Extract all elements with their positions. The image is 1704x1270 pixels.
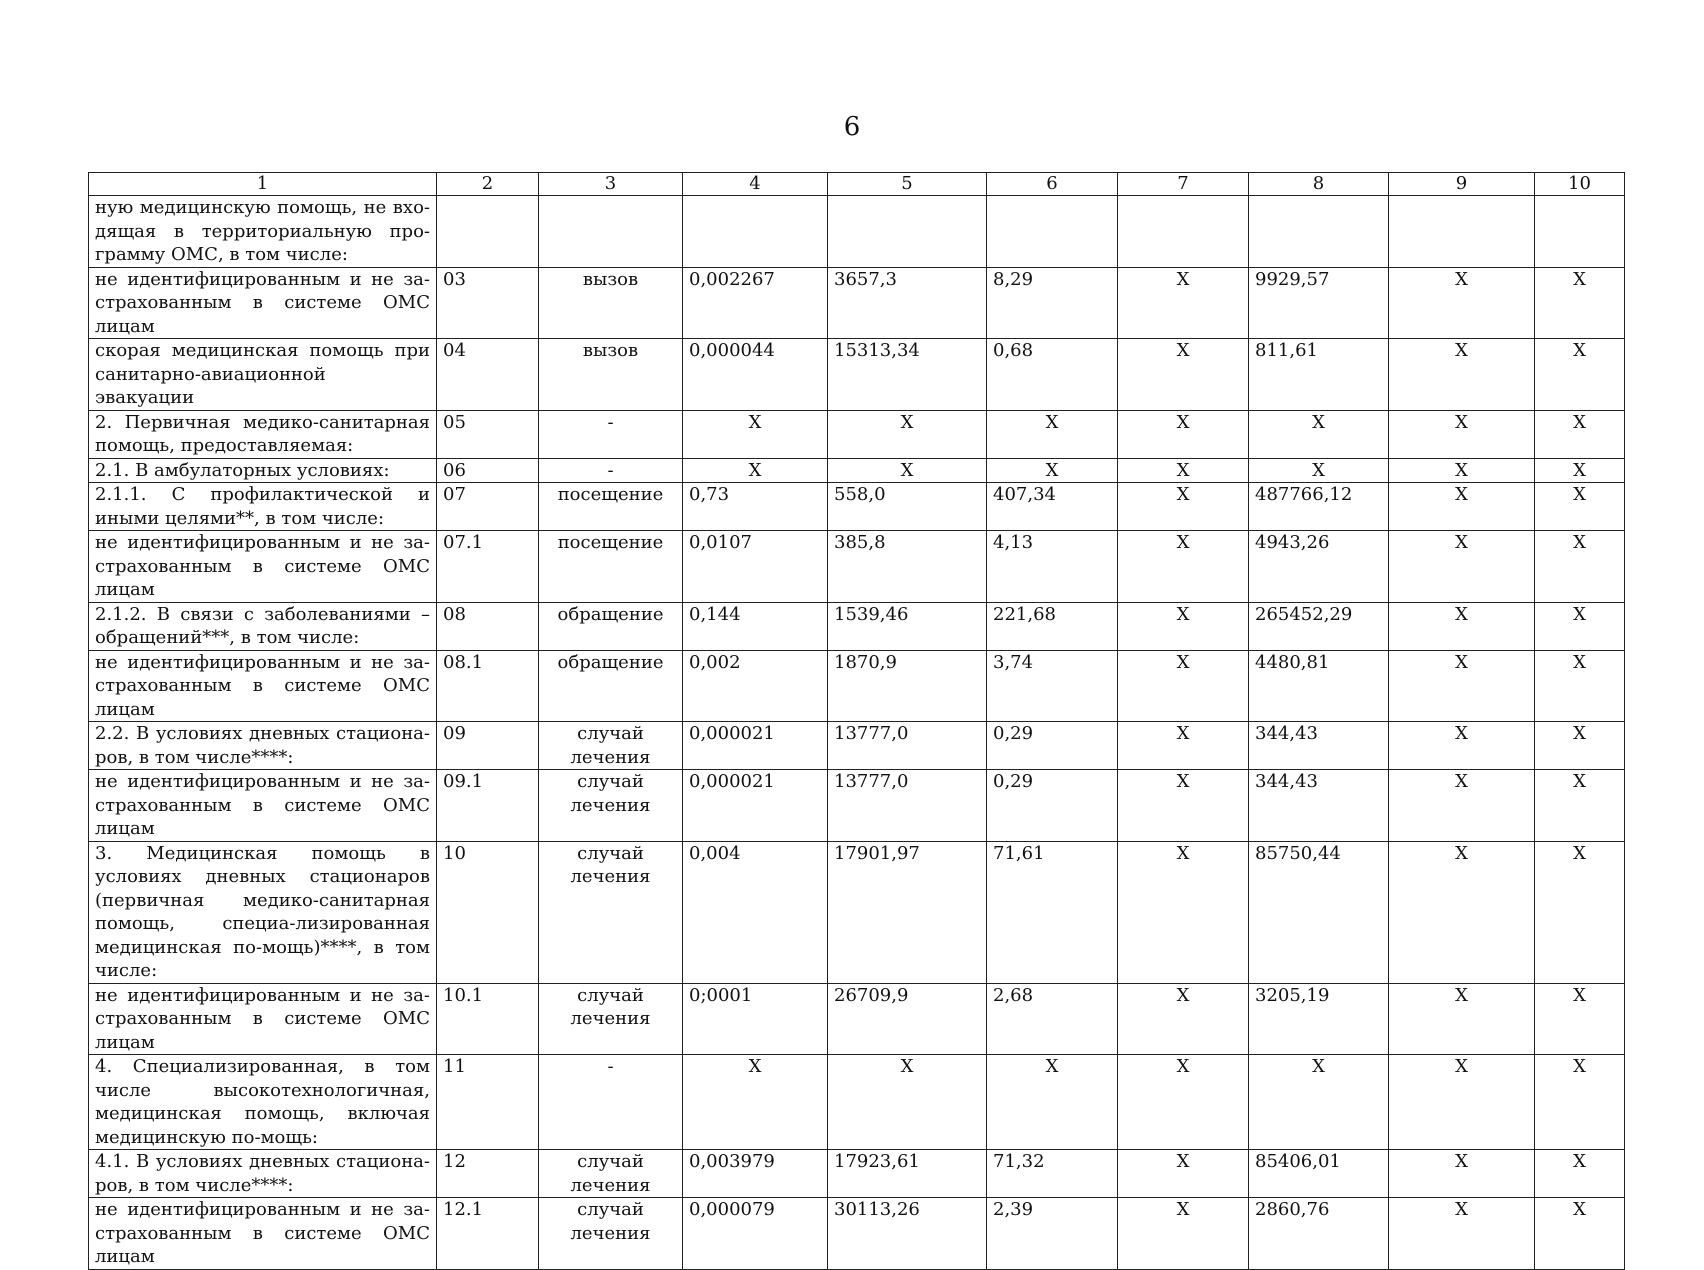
table-cell-col-4: 0,73 — [683, 483, 828, 531]
table-cell-col-8: 4480,81 — [1249, 650, 1389, 722]
table-cell-col-8: 4943,26 — [1249, 531, 1389, 603]
table-cell-col-10: Х — [1535, 410, 1625, 458]
table-cell-col-9: Х — [1389, 267, 1535, 339]
table-cell-col-8 — [1249, 196, 1389, 268]
table-cell-col-9: Х — [1389, 531, 1535, 603]
table-cell-col-8: 344,43 — [1249, 770, 1389, 842]
table-cell-col-3: - — [539, 458, 683, 483]
table-cell-col-2: 07.1 — [437, 531, 539, 603]
table-cell-col-7 — [1118, 196, 1249, 268]
table-row — [89, 770, 1625, 842]
column-header: 5 — [828, 173, 987, 196]
table-cell-col-7: Х — [1118, 602, 1249, 650]
table-cell-col-1: скорая медицинская помощь при санитарно-авиационной эвакуации — [89, 339, 437, 411]
table-cell-col-4: 0,000021 — [683, 722, 828, 770]
table-cell-col-6: 407,34 — [987, 483, 1118, 531]
table-header-row — [89, 173, 1625, 196]
table-cell-col-1: не идентифицированным и не за-страхованным в системе ОМС лицам — [89, 770, 437, 842]
table-cell-col-8: 2860,76 — [1249, 1198, 1389, 1270]
table-cell-col-2: 09.1 — [437, 770, 539, 842]
table-cell-col-1: 3. Медицинская помощь в условиях дневных стационаров (первичная медико-санитарная помощь, специа-лизированная медицинская по-мощь)****, в том числе: — [89, 841, 437, 983]
table-cell-col-9: Х — [1389, 458, 1535, 483]
table-cell-col-4: 0,144 — [683, 602, 828, 650]
table-cell-col-2: 08.1 — [437, 650, 539, 722]
column-header: 7 — [1118, 173, 1249, 196]
table-cell-col-3: обращение — [539, 650, 683, 722]
table-cell-col-2: 08 — [437, 602, 539, 650]
table-cell-col-9: Х — [1389, 1198, 1535, 1270]
table-cell-col-4: 0,004 — [683, 841, 828, 983]
table-cell-col-5: 26709,9 — [828, 983, 987, 1055]
table-cell-col-7: Х — [1118, 410, 1249, 458]
table-cell-col-2: 03 — [437, 267, 539, 339]
table-cell-col-5: 13777,0 — [828, 770, 987, 842]
table-cell-col-7: Х — [1118, 770, 1249, 842]
table-cell-col-6: 71,32 — [987, 1150, 1118, 1198]
table-cell-col-1: 2.1.1. С профилактической и иными целями**, в том числе: — [89, 483, 437, 531]
table-cell-col-5: 17923,61 — [828, 1150, 987, 1198]
table-cell-col-9: Х — [1389, 722, 1535, 770]
table-cell-col-6: 71,61 — [987, 841, 1118, 983]
table-row — [89, 983, 1625, 1055]
table-cell-col-2: 04 — [437, 339, 539, 411]
table-cell-col-5: 30113,26 — [828, 1198, 987, 1270]
table-cell-col-4: 0,000079 — [683, 1198, 828, 1270]
table-cell-col-10: Х — [1535, 983, 1625, 1055]
table-cell-col-8: Х — [1249, 458, 1389, 483]
table-cell-col-8: 811,61 — [1249, 339, 1389, 411]
table-cell-col-8: 85406,01 — [1249, 1150, 1389, 1198]
table-cell-col-3: случай лечения — [539, 770, 683, 842]
table-cell-col-7: Х — [1118, 339, 1249, 411]
table-cell-col-9: Х — [1389, 650, 1535, 722]
table-cell-col-5 — [828, 196, 987, 268]
table-cell-col-4: 0,000021 — [683, 770, 828, 842]
table-cell-col-7: Х — [1118, 983, 1249, 1055]
table-cell-col-7: Х — [1118, 1055, 1249, 1150]
table-cell-col-4: Х — [683, 1055, 828, 1150]
table-cell-col-6: Х — [987, 1055, 1118, 1150]
table-cell-col-10: Х — [1535, 483, 1625, 531]
table-cell-col-10: Х — [1535, 770, 1625, 842]
table-cell-col-5: Х — [828, 458, 987, 483]
page-number: 6 — [843, 112, 861, 142]
table-cell-col-6: 2,68 — [987, 983, 1118, 1055]
table-cell-col-2: 05 — [437, 410, 539, 458]
table-cell-col-8: 85750,44 — [1249, 841, 1389, 983]
table-cell-col-3 — [539, 196, 683, 268]
table-cell-col-9 — [1389, 196, 1535, 268]
table-cell-col-6: 4,13 — [987, 531, 1118, 603]
table-cell-col-2: 12 — [437, 1150, 539, 1198]
table-cell-col-3: обращение — [539, 602, 683, 650]
table-cell-col-10: Х — [1535, 458, 1625, 483]
table-row — [89, 483, 1625, 531]
table-cell-col-9: Х — [1389, 1055, 1535, 1150]
table-cell-col-5: 13777,0 — [828, 722, 987, 770]
table-cell-col-9: Х — [1389, 1150, 1535, 1198]
table-cell-col-4: 0;0001 — [683, 983, 828, 1055]
table-cell-col-5: 1539,46 — [828, 602, 987, 650]
column-header: 4 — [683, 173, 828, 196]
table-cell-col-2: 10 — [437, 841, 539, 983]
table-cell-col-7: Х — [1118, 531, 1249, 603]
table-cell-col-1: 4. Специализированная, в том числе высокотехнологичная, медицинская помощь, включая медицинскую по-мощь: — [89, 1055, 437, 1150]
table-cell-col-7: Х — [1118, 458, 1249, 483]
table-cell-col-7: Х — [1118, 650, 1249, 722]
table-cell-col-2: 09 — [437, 722, 539, 770]
table-cell-col-1: 2.1.2. В связи с заболеваниями – обращений***, в том числе: — [89, 602, 437, 650]
table-cell-col-5: 558,0 — [828, 483, 987, 531]
table-cell-col-6: 8,29 — [987, 267, 1118, 339]
table-cell-col-4: Х — [683, 410, 828, 458]
table-cell-col-6: 0,29 — [987, 770, 1118, 842]
table-cell-col-6: 0,68 — [987, 339, 1118, 411]
table-cell-col-8: 344,43 — [1249, 722, 1389, 770]
table-row — [89, 1055, 1625, 1150]
table-row — [89, 841, 1625, 983]
table-cell-col-4 — [683, 196, 828, 268]
table-cell-col-10: Х — [1535, 267, 1625, 339]
table-cell-col-2: 07 — [437, 483, 539, 531]
table-cell-col-7: Х — [1118, 841, 1249, 983]
table-cell-col-6: 2,39 — [987, 1198, 1118, 1270]
table-cell-col-5: Х — [828, 1055, 987, 1150]
table-cell-col-4: Х — [683, 458, 828, 483]
column-header: 9 — [1389, 173, 1535, 196]
table-cell-col-3: случай лечения — [539, 841, 683, 983]
table-cell-col-1: не идентифицированным и не за-страхованным в системе ОМС лицам — [89, 1198, 437, 1270]
table-cell-col-3: посещение — [539, 531, 683, 603]
table-cell-col-10: Х — [1535, 531, 1625, 603]
table-cell-col-1: не идентифицированным и не за-страхованным в системе ОМС лицам — [89, 267, 437, 339]
table-cell-col-5: 17901,97 — [828, 841, 987, 983]
table-cell-col-10: Х — [1535, 841, 1625, 983]
table-cell-col-1: 2. Первичная медико-санитарная помощь, предоставляемая: — [89, 410, 437, 458]
table-cell-col-6: 0,29 — [987, 722, 1118, 770]
table-cell-col-3: - — [539, 1055, 683, 1150]
table-row — [89, 410, 1625, 458]
table-cell-col-10: Х — [1535, 1198, 1625, 1270]
table-row — [89, 722, 1625, 770]
table-cell-col-10 — [1535, 196, 1625, 268]
table-cell-col-1: не идентифицированным и не за-страхованным в системе ОМС лицам — [89, 983, 437, 1055]
table-cell-col-10: Х — [1535, 1150, 1625, 1198]
table-cell-col-2: 11 — [437, 1055, 539, 1150]
table-cell-col-5: 3657,3 — [828, 267, 987, 339]
table-cell-col-9: Х — [1389, 983, 1535, 1055]
table-cell-col-3: случай лечения — [539, 1198, 683, 1270]
column-header: 1 — [89, 173, 437, 196]
table-cell-col-4: 0,002 — [683, 650, 828, 722]
table-cell-col-3: случай лечения — [539, 722, 683, 770]
table-cell-col-6: 221,68 — [987, 602, 1118, 650]
column-header: 6 — [987, 173, 1118, 196]
table-cell-col-6: Х — [987, 410, 1118, 458]
table-cell-col-4: 0,000044 — [683, 339, 828, 411]
table-cell-col-3: вызов — [539, 339, 683, 411]
table-cell-col-10: Х — [1535, 722, 1625, 770]
table-row — [89, 267, 1625, 339]
table-cell-col-9: Х — [1389, 339, 1535, 411]
table-cell-col-10: Х — [1535, 339, 1625, 411]
table-cell-col-8: 265452,29 — [1249, 602, 1389, 650]
column-header: 10 — [1535, 173, 1625, 196]
table-cell-col-2: 12.1 — [437, 1198, 539, 1270]
data-table — [88, 172, 1625, 1270]
table-row — [89, 339, 1625, 411]
table-cell-col-10: Х — [1535, 650, 1625, 722]
table-cell-col-6: Х — [987, 458, 1118, 483]
table-cell-col-9: Х — [1389, 770, 1535, 842]
column-header: 8 — [1249, 173, 1389, 196]
table-cell-col-8: Х — [1249, 410, 1389, 458]
table-cell-col-8: 487766,12 — [1249, 483, 1389, 531]
table-cell-col-1: не идентифицированным и не за-страхованным в системе ОМС лицам — [89, 650, 437, 722]
table-cell-col-5: 1870,9 — [828, 650, 987, 722]
table-cell-col-9: Х — [1389, 841, 1535, 983]
table-cell-col-7: Х — [1118, 1150, 1249, 1198]
table-row — [89, 602, 1625, 650]
table-cell-col-10: Х — [1535, 1055, 1625, 1150]
table-cell-col-7: Х — [1118, 1198, 1249, 1270]
table-cell-col-2: 10.1 — [437, 983, 539, 1055]
table-cell-col-1: не идентифицированным и не за-страхованным в системе ОМС лицам — [89, 531, 437, 603]
column-header: 3 — [539, 173, 683, 196]
column-header: 2 — [437, 173, 539, 196]
table-cell-col-7: Х — [1118, 267, 1249, 339]
table-cell-col-4: 0,0107 — [683, 531, 828, 603]
table-cell-col-8: 9929,57 — [1249, 267, 1389, 339]
table-cell-col-7: Х — [1118, 483, 1249, 531]
table-cell-col-4: 0,002267 — [683, 267, 828, 339]
table-row — [89, 650, 1625, 722]
table-row — [89, 196, 1625, 268]
table-cell-col-6: 3,74 — [987, 650, 1118, 722]
table-cell-col-4: 0,003979 — [683, 1150, 828, 1198]
table-row — [89, 1150, 1625, 1198]
table-cell-col-2 — [437, 196, 539, 268]
table-cell-col-9: Х — [1389, 483, 1535, 531]
table-cell-col-3: случай лечения — [539, 983, 683, 1055]
table-cell-col-10: Х — [1535, 602, 1625, 650]
table-row — [89, 458, 1625, 483]
table-cell-col-3: посещение — [539, 483, 683, 531]
table-row — [89, 1198, 1625, 1270]
table-cell-col-9: Х — [1389, 410, 1535, 458]
table-cell-col-1: ную медицинскую помощь, не вхо-дящая в территориальную про-грамму ОМС, в том числе: — [89, 196, 437, 268]
table-cell-col-3: случай лечения — [539, 1150, 683, 1198]
table-cell-col-3: - — [539, 410, 683, 458]
table-cell-col-5: 15313,34 — [828, 339, 987, 411]
table-row — [89, 531, 1625, 603]
table-cell-col-1: 4.1. В условиях дневных стациона-ров, в том числе****: — [89, 1150, 437, 1198]
table-cell-col-3: вызов — [539, 267, 683, 339]
table-cell-col-5: 385,8 — [828, 531, 987, 603]
table-cell-col-1: 2.2. В условиях дневных стациона-ров, в том числе****: — [89, 722, 437, 770]
table-cell-col-1: 2.1. В амбулаторных условиях: — [89, 458, 437, 483]
table-cell-col-8: Х — [1249, 1055, 1389, 1150]
table-cell-col-5: Х — [828, 410, 987, 458]
table-cell-col-6 — [987, 196, 1118, 268]
table-cell-col-2: 06 — [437, 458, 539, 483]
table-cell-col-8: 3205,19 — [1249, 983, 1389, 1055]
table-cell-col-9: Х — [1389, 602, 1535, 650]
table-cell-col-7: Х — [1118, 722, 1249, 770]
